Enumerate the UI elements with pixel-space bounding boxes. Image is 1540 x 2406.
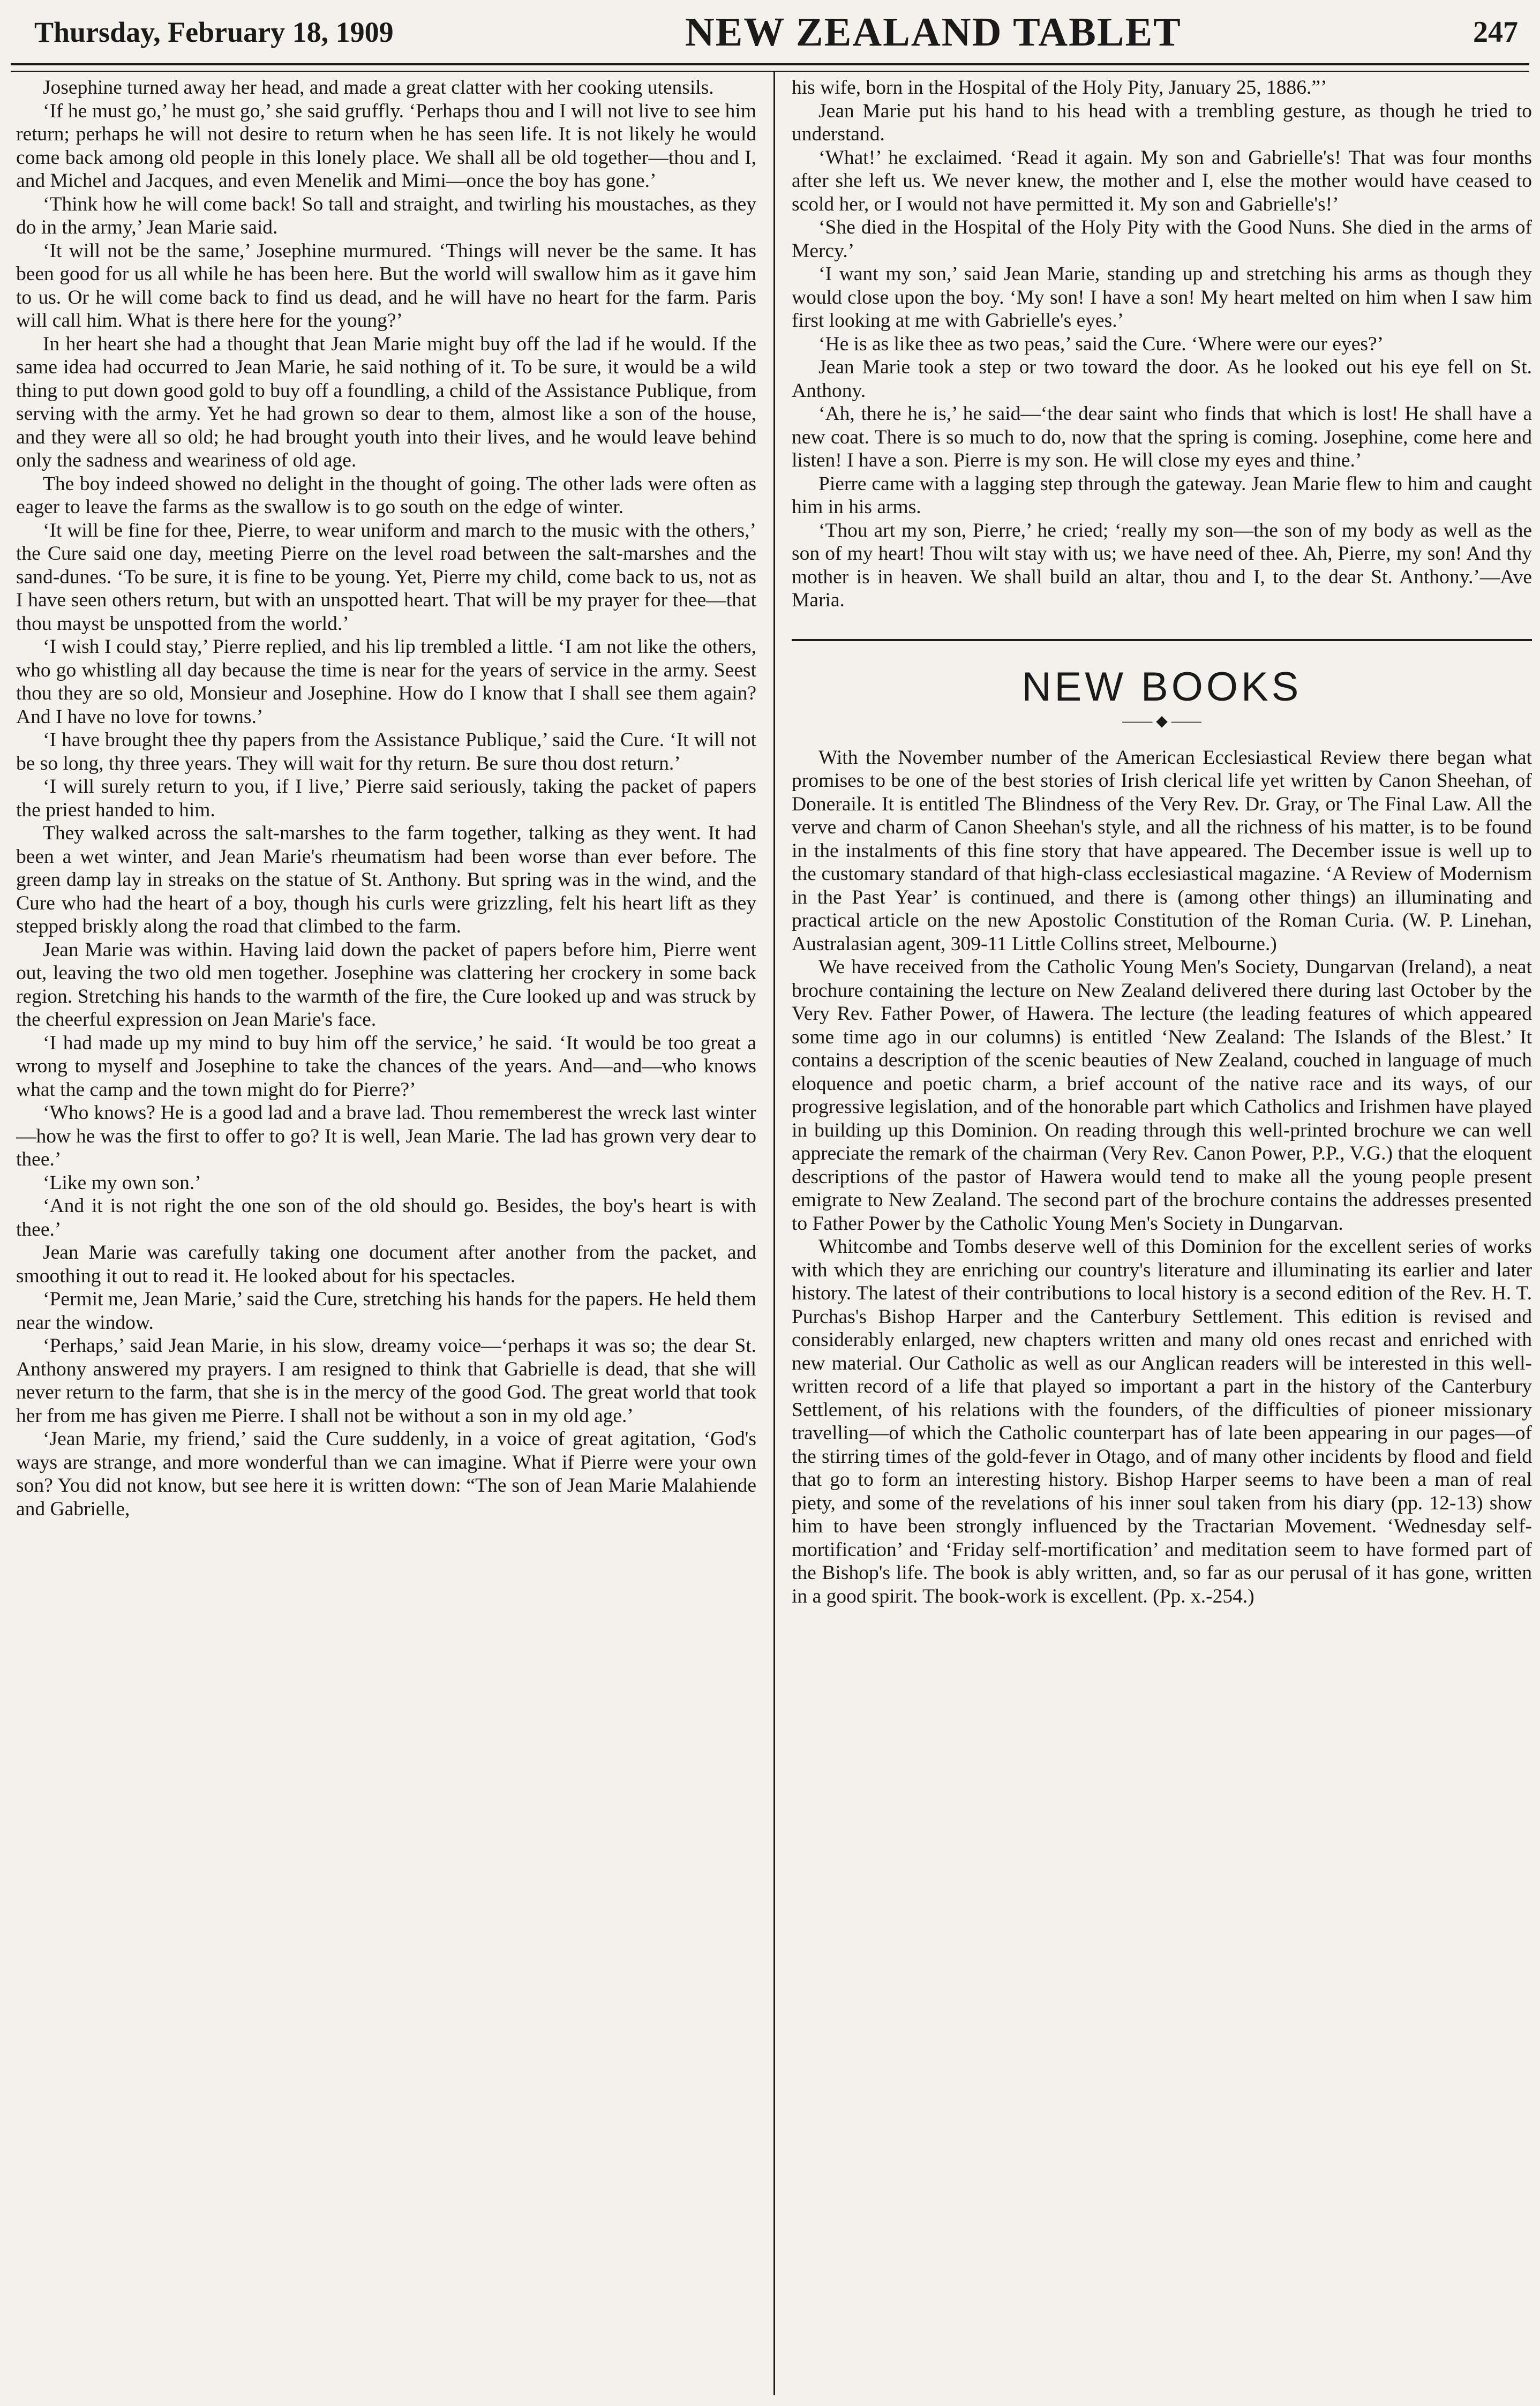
right-column	[792, 76, 1532, 2401]
paragraph: ‘What!’ he exclaimed. ‘Read it again. My son and Gabrielle's! That was four months after she left us. We never knew, the mother and I, else the mother would have ceased to scold her, or I would not have permitted it. My son and Gabrielle's!’	[792, 146, 1532, 215]
paragraph: ‘I have brought thee thy papers from the Assistance Publique,’ said the Cure. ‘It will not be so long, thy three years. They will wait for thy return. Be sure thou dost return.’	[16, 729, 756, 775]
paragraph: Josephine turned away her head, and made a great clatter with her cooking utensils.	[43, 77, 714, 99]
paragraph: ‘Thou art my son, Pierre,’ he cried; ‘really my son—the son of my body as well as the son of my heart! Thou wilt stay with us; we have need of thee. Ah, Pierre, my son! And thy mother is in heaven. We shall build an altar, thou and I, to the dear St. Anthony.’—Ave Maria.	[792, 519, 1532, 611]
paragraph: ‘I wish I could stay,’ Pierre replied, and his lip trembled a little. ‘I am not like the others, who go whistling all day because the time is near for the years of service in the army. Seest thou they are so old, Monsieur and Josephine. How do I know that I shall see them again? And I have no love for towns.’	[16, 636, 756, 728]
paragraph: ‘He is as like thee as two peas,’ said the Cure. ‘Where were our eyes?’	[818, 333, 1384, 355]
paragraph: They walked across the salt-marshes to the farm together, talking as they went. It had been a wet winter, and Jean Marie's rheumatism had been worse than ever before. The green damp lay in streaks on the statue of St. Anthony. But spring was in the wind, and the Cure who had the heart of a boy, though his curls were grizzling, felt his heart lift as they stepped briskly along the road that climbed to the farm.	[16, 822, 756, 937]
paragraph: ‘It will not be the same,’ Josephine murmured. ‘Things will never be the same. It has been good for us all while he has been here. But the world will swallow him as it gave him to us. Or he will come back to find us dead, and he will have no heart for the farm. Paris will call him. What is there here for the young?’	[16, 239, 756, 332]
column-divider	[773, 71, 775, 2395]
paragraph: ‘Like my own son.’	[43, 1171, 201, 1194]
page-number: 247	[1473, 16, 1518, 49]
paragraph: ‘It will be fine for thee, Pierre, to wear uniform and march to the music with the others,’ the Cure said one day, meeting Pierre on the level road between the salt-marshes and the sand-dunes. ‘To be sure, it is fine to be young. Yet, Pierre my child, come back to us, not as I have seen others return, but with an unspotted heart. That will be my prayer for thee—that thou mayst be unspotted from the world.’	[16, 519, 756, 635]
paragraph: Whitcombe and Tombs deserve well of this Dominion for the excellent series of works with which they are enriching our country's literature and illuminating its earlier and later history. The latest of their contributions to local history is a second edition of the Rev. H. T. Purchas's Bishop Harper and the Canterbury Settlement. This edition is revised and considerably enlarged, new chapters written and many old ones recast and enriched with new material. Our Catholic as well as our Anglican readers will be interested in this well-written record of a life that played so important a part in the history of the Canterbury Settlement, of his relations with the founders, of the difficulties of pioneer missionary travelling—of which the Catholic counterpart has of late been appearing in our pages—of the stirring times of the gold-fever in Otago, and of many other incidents by flood and field that go to form an interesting history. Bishop Harper seems to have been a man of real piety, and some of the revelations of his inner soul taken from his diary (pp. 12-13) show him to have been strongly influenced by the Tractarian Movement. ‘Wednesday self-mortification’ and ‘Friday self-mortification’ and meditation seem to have formed part of the Bishop's life. The book is ably written, and, so far as our perusal of it has gone, written in a good spirit. The book-work is excellent. (Pp. x.-254.)	[792, 1236, 1532, 1607]
masthead-rule	[11, 63, 1529, 72]
paragraph: ‘If he must go,’ he must go,’ she said gruffly. ‘Perhaps thou and I will not live to see him return; perhaps he will not desire to return when he has seen life. It is not likely he would come back among old people in this lonely place. We shall all be old together—thou and I, and Michel and Jacques, and even Menelik and Mimi—once the boy has gone.’	[16, 100, 756, 192]
paragraph: In her heart she had a thought that Jean Marie might buy off the lad if he would. If the same idea had occurred to Jean Marie, he said nothing of it. To be sure, it would be a wild thing to put down good gold to buy off a foundling, a child of the Assistance Publique, from serving with the army. Yet he had grown so dear to them, almost like a son of the house, and they were all so old; he had brought youth into their lives, and he would leave behind only the sadness and weariness of old age.	[16, 333, 756, 471]
paragraph: We have received from the Catholic Young Men's Society, Dungarvan (Ireland), a neat brochure containing the lecture on New Zealand delivered there during last October by the Very Rev. Father Power, of Hawera. The lecture (the leading features of which appeared some time ago in our columns) is entitled ‘New Zealand: The Islands of the Blest.’ It contains a description of the scenic beauties of New Zealand, couched in language of much eloquence and poetic charm, a brief account of the native race and its ways, of our progressive legislation, and of the honorable part which Catholics and Irishmen have played in building up this Dominion. On reading through this well-printed brochure we can well appreciate the remark of the chairman (Very Rev. Canon Power, P.P., V.G.) that the eloquent descriptions of the pastor of Hawera would tend to make all the young people present emigrate to New Zealand. The second part of the brochure contains the addresses presented to Father Power by the Catholic Young Men's Society in Dungarvan.	[792, 956, 1532, 1235]
paragraph: ‘And it is not right the one son of the old should go. Besides, the boy's heart is with thee.’	[16, 1195, 756, 1240]
paragraph: ‘I had made up my mind to buy him off the service,’ he said. ‘It would be too great a wrong to myself and Josephine to take the chances of the years. And—and—who knows what the camp and the town might do for Pierre?’	[16, 1032, 756, 1101]
paragraph: Pierre came with a lagging step through the gateway. Jean Marie flew to him and caught him in his arms.	[792, 472, 1532, 518]
paragraph: Jean Marie put his hand to his head with a trembling gesture, as though he tried to understand.	[792, 100, 1532, 145]
issue-date: Thursday, February 18, 1909	[34, 16, 394, 48]
publication-title: NEW ZEALAND TABLET	[685, 9, 1182, 55]
section-title: NEW BOOKS	[1021, 664, 1302, 710]
paragraph: ‘Who knows? He is a good lad and a brave lad. Thou rememberest the wreck last winter—how he was the first to offer to go? It is well, Jean Marie. The lad has grown very dear to thee.’	[16, 1102, 756, 1170]
paragraph: ‘Perhaps,’ said Jean Marie, in his slow, dreamy voice—‘perhaps it was so; the dear St. Anthony answered my prayers. I am resigned to think that Gabrielle is dead, that she will never return to the farm, that she is in the mercy of the good God. The great world that took her from me has given me Pierre. I shall not be without a son in my old age.’	[16, 1335, 756, 1427]
paragraph: Jean Marie was carefully taking one document after another from the packet, and smoothing it out to read it. He looked about for his spectacles.	[16, 1242, 756, 1287]
paragraph: Jean Marie took a step or two toward the door. As he looked out his eye fell on St. Anthony.	[792, 356, 1532, 402]
paragraph: With the November number of the American Ecclesiastical Review there began what promises to be one of the best stories of Irish clerical life yet written by Canon Sheehan, of Doneraile. It is entitled The Blindness of the Very Rev. Dr. Gray, or The Final Law. All the verve and charm of Canon Sheehan's style, and all the richness of his matter, is to be found in the instalments of this fine story that have appeared. The December issue is well up to the customary standard of that high-class ecclesiastical magazine. ‘A Review of Modernism in the Past Year’ is continued, and there is (among other things) an illuminating and practical article on the new Apostolic Constitution of the Roman Curia. (W. P. Linehan, Australasian agent, 309-11 Little Collins street, Melbourne.)	[792, 746, 1532, 955]
masthead	[34, 5, 1518, 59]
paragraph: ‘Ah, there he is,’ he said—‘the dear saint who finds that which is lost! He shall have a new coat. There is so much to do, now that the spring is coming. Josephine, come here and listen! I have a son. Pierre is my son. He will close my eyes and thine.’	[792, 403, 1532, 471]
paragraph: The boy indeed showed no delight in the thought of going. The other lads were often as eager to leave the farms as the swallow is to go south on the edge of winter.	[16, 472, 756, 518]
paragraph: ‘I want my son,’ said Jean Marie, standing up and stretching his arms as though they would close upon the boy. ‘My son! I have a son! My heart melted on him when I saw him first looking at me with Gabrielle's eyes.’	[792, 263, 1532, 332]
paragraph: ‘I will surely return to you, if I live,’ Pierre said seriously, taking the packet of papers the priest handed to him.	[16, 776, 756, 821]
ornament-icon: —— ◆ ——	[1122, 712, 1201, 730]
paragraph: ‘Think how he will come back! So tall and straight, and twirling his moustaches, as they do in the army,’ Jean Marie said.	[16, 193, 756, 238]
new-books-section-header	[792, 639, 1532, 732]
paragraph: his wife, born in the Hospital of the Holy Pity, January 25, 1886.”’	[792, 77, 1327, 99]
paragraph: ‘Jean Marie, my friend,’ said the Cure suddenly, in a voice of great agitation, ‘God's ways are strange, and more wonderful than we can imagine. What if Pierre were your own son? You did not know, but see here it is written down: “The son of Jean Marie Malahiende and Gabrielle,	[16, 1428, 756, 1520]
paragraph: ‘She died in the Hospital of the Holy Pity with the Good Nuns. She died in the arms of Mercy.’	[792, 216, 1532, 262]
paragraph: ‘Permit me, Jean Marie,’ said the Cure, stretching his hands for the papers. He held them near the window.	[16, 1288, 756, 1334]
left-column	[16, 76, 756, 2401]
paragraph: Jean Marie was within. Having laid down the packet of papers before him, Pierre went out, leaving the two old men together. Josephine was clattering her crockery in some back region. Stretching his hands to the warmth of the fire, the Cure looked up and was struck by the cheerful expression on Jean Marie's face.	[16, 938, 756, 1031]
